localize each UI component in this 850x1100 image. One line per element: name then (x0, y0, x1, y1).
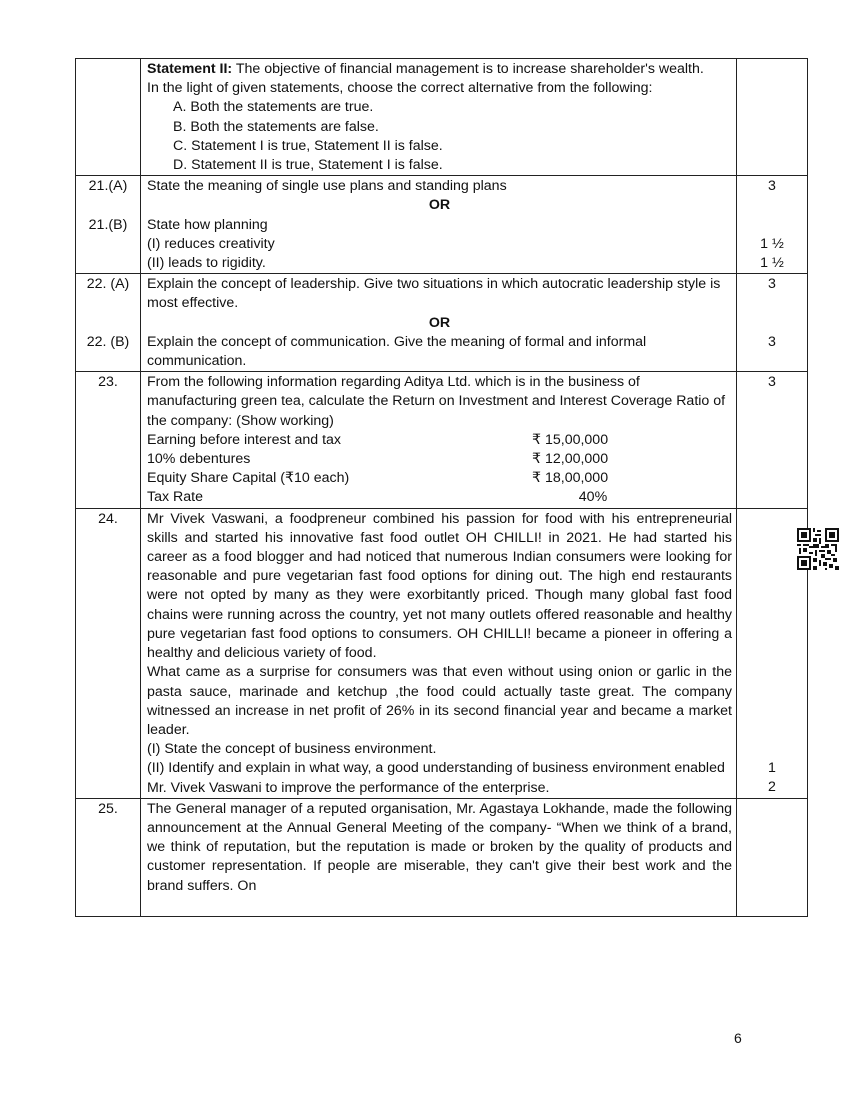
question-number (76, 176, 141, 274)
question-text (141, 798, 737, 916)
instruction: In the light of given statements, choose the correct alternative from the following: (147, 80, 653, 97)
qr-code-icon (797, 528, 839, 570)
data-line (147, 469, 732, 488)
statement-text: The objective of financial management is to increase shareholder's wealth. (232, 61, 704, 77)
marks-b-i: 1 ½ (760, 235, 784, 252)
data-amount: ₹ 18,00,000 (532, 470, 609, 487)
marks (737, 274, 808, 372)
data-label: 10% debentures (147, 451, 251, 468)
table-row (76, 59, 808, 176)
data-label: Equity Share Capital (₹10 each) (147, 470, 350, 487)
marks-a: 3 (768, 276, 776, 293)
question-number-b: 22. (B) (86, 333, 130, 350)
page-number: 6 (734, 1030, 742, 1046)
statement-label: Statement II: (147, 61, 233, 77)
sub-question-ii: (II) Identify and explain in what way, a good understanding of business environment enabled Mr. Vivek Vaswani to improve the performance of the enterprise. (147, 760, 725, 796)
question-text-a: State the meaning of single use plans and standing plans (147, 178, 507, 195)
question-text (141, 59, 737, 176)
question-number: 25. (76, 798, 141, 916)
case-paragraph-1: Mr Vivek Vaswani, a foodpreneur combined his passion for food with his entrepreneurial skills and started his innovative fast food outlet OH CHILLI! in 2021. He had started his career as a food blogger and had noticed that numerous Indian consumers were looking for reasonable and pure vegetarian fast food options for dining out. The high end restaurants were not opted by many as they were exorbitantly priced. Though many global fast food chains were running across the country, yet not many outlets offered reasonable and healthy pure vegetarian fast food options to consumers. OH CHILLI! became a pioneer in offering a healthy and delicious variety of food. (147, 510, 732, 662)
question-table (75, 58, 808, 917)
question-number (76, 274, 141, 372)
question-text (141, 274, 737, 372)
option-b: B. Both the statements are false. (173, 118, 379, 135)
data-amount: ₹ 12,00,000 (532, 451, 609, 468)
question-number-b: 21.(B) (88, 216, 128, 233)
marks-b-ii: 1 ½ (760, 255, 784, 271)
marks (737, 59, 808, 176)
question-body: The General manager of a reputed organisation, Mr. Agastaya Lokhande, made the following announcement at the Annual General Meeting of the company- “When we think of a brand, we think of reputation, but the reputation is made or broken by the quality of products and customer representation. If people are miserable, they can't give their best work and the brand suffers. On (147, 800, 732, 894)
table-row (76, 372, 808, 508)
table-row (76, 508, 808, 798)
table-row (76, 798, 808, 916)
question-number-a: 21.(A) (88, 178, 128, 195)
sub-question-i: (I) State the concept of business environment. (147, 741, 437, 758)
question-body: From the following information regarding Aditya Ltd. which is in the business of manufacturing green tea, calculate the Return on Investment and Interest Coverage Ratio of the company: (Show working) (147, 374, 726, 429)
data-amount: ₹ 15,00,000 (532, 431, 609, 448)
data-line (147, 488, 732, 507)
data-line (147, 450, 732, 469)
marks-ii: 2 (768, 779, 776, 796)
question-text-a: Explain the concept of leadership. Give two situations in which autocratic leadership style is most effective. (147, 276, 721, 312)
question-text-b: Explain the concept of communication. Give the meaning of formal and informal communication. (147, 333, 647, 370)
sub-question-i: (I) reduces creativity (147, 235, 275, 252)
option-a: A. Both the statements are true. (173, 99, 374, 116)
question-text (141, 508, 737, 798)
marks-b: 3 (768, 333, 776, 350)
or-separator: OR (428, 197, 451, 214)
marks: 3 (737, 372, 808, 508)
table-row (76, 274, 808, 372)
marks (737, 798, 808, 916)
case-paragraph-2: What came as a surprise for consumers was that even without using onion or garlic in the pasta sauce, marinade and ketchup ,the food could actually taste great. The company witnessed an increase in net profit of 26% in its second financial year and became a market leader. (147, 664, 732, 738)
data-label: Earning before interest and tax (147, 431, 342, 448)
question-text-b: State how planning (147, 216, 268, 233)
data-amount: 40% (578, 489, 608, 506)
question-number: 24. (76, 508, 141, 798)
question-number: 23. (76, 372, 141, 508)
data-label: Tax Rate (147, 489, 203, 506)
question-number (76, 59, 141, 176)
table-row (76, 176, 808, 274)
or-separator: OR (428, 314, 451, 331)
marks-a: 3 (768, 178, 776, 195)
sub-question-ii: (II) leads to rigidity. (147, 255, 266, 272)
question-text (141, 176, 737, 274)
data-line (147, 431, 732, 450)
marks-i: 1 (768, 760, 776, 777)
marks (737, 176, 808, 274)
question-text (141, 372, 737, 508)
question-number-a: 22. (A) (86, 276, 130, 293)
option-c: C. Statement I is true, Statement II is false. (173, 137, 443, 154)
option-d: D. Statement II is true, Statement I is false. (173, 157, 443, 174)
